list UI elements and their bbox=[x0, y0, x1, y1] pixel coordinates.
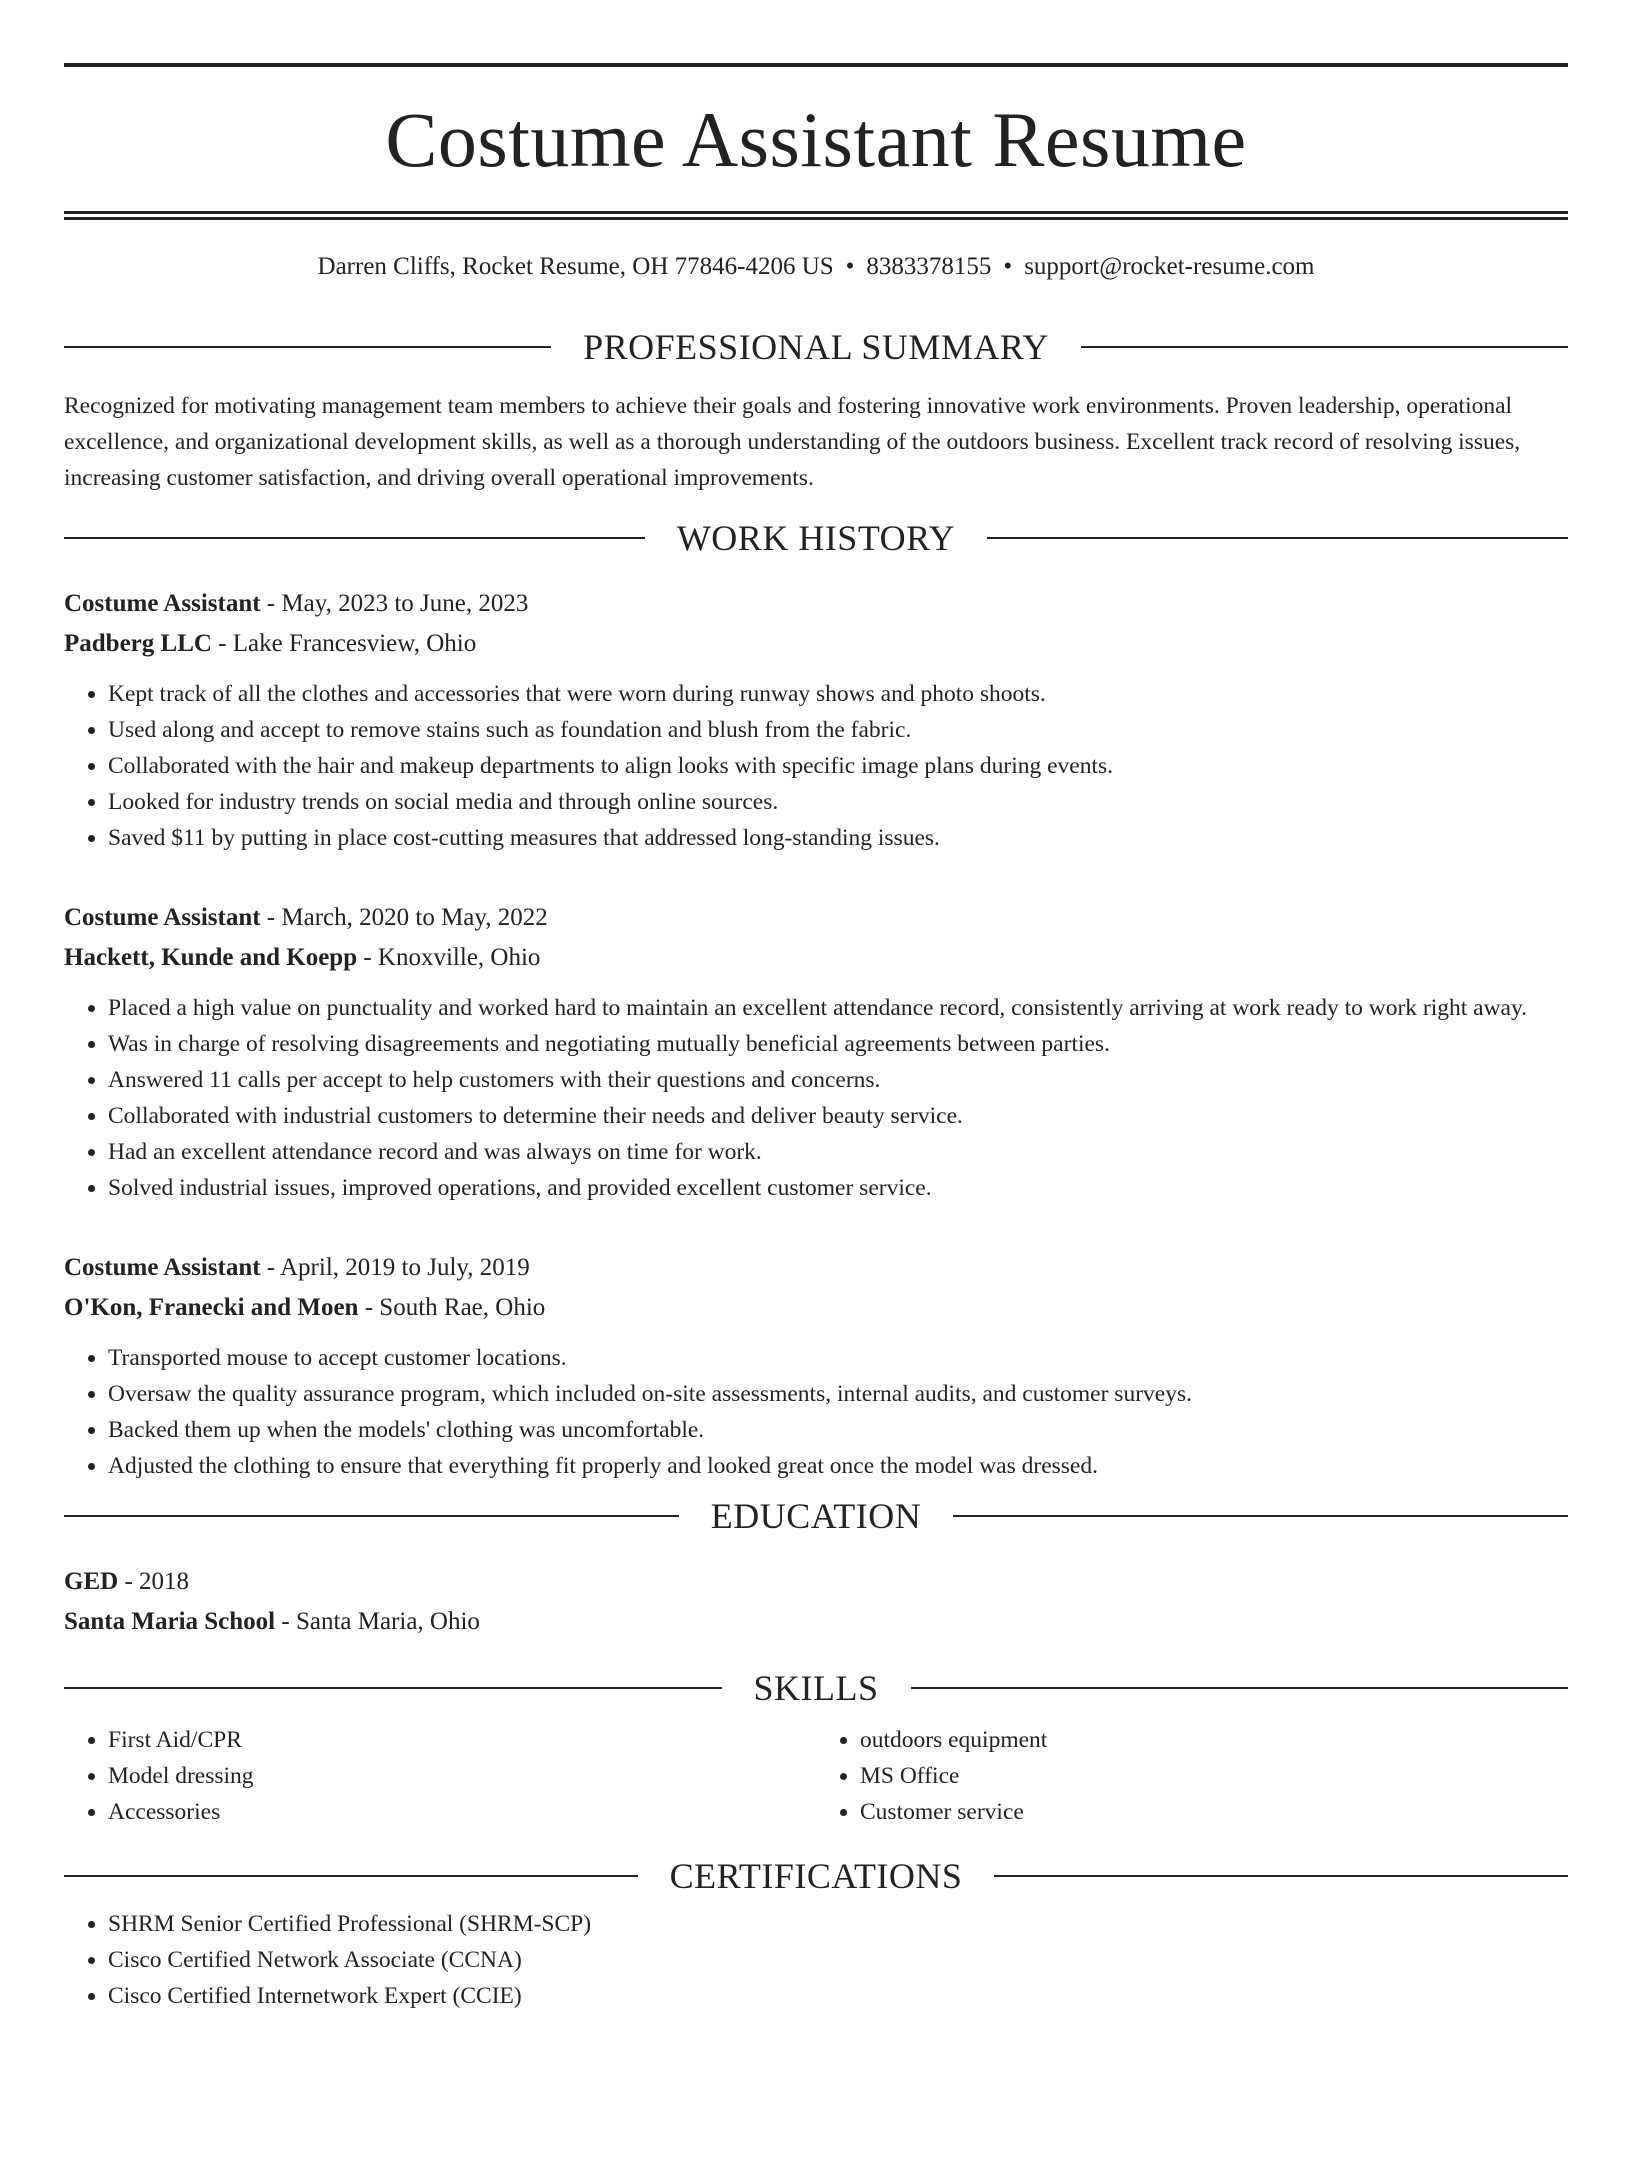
skills-list-right bbox=[816, 1722, 1568, 1830]
job-company: Padberg LLC bbox=[64, 629, 212, 657]
job-location: - Knoxville, Ohio bbox=[357, 943, 541, 971]
job-company: Hackett, Kunde and Koepp bbox=[64, 943, 358, 971]
resume-page bbox=[0, 63, 1632, 2175]
job-bullet-item: • Placed a high value on punctuality and worked hard to maintain an excellent attendance record, consistently arriving at work ready to work right away. bbox=[108, 990, 1568, 1026]
education-school: Santa Maria School bbox=[64, 1607, 276, 1635]
job-company: O'Kon, Franecki and Moen bbox=[64, 1293, 359, 1321]
job-location: - Lake Francesview, Ohio bbox=[211, 629, 477, 657]
skills-columns bbox=[64, 1722, 1568, 1830]
education-entry bbox=[64, 1562, 1568, 1642]
skill-item: • Customer service bbox=[860, 1794, 1568, 1830]
job-entry bbox=[64, 898, 1568, 1206]
job-location: - South Rae, Ohio bbox=[358, 1293, 546, 1321]
heading-rule-right bbox=[1081, 346, 1568, 348]
job-title: Costume Assistant bbox=[64, 589, 261, 617]
job-title: Costume Assistant bbox=[64, 1253, 261, 1281]
heading-rule-left bbox=[64, 346, 551, 348]
job-bullet-item: • Collaborated with industrial customers to determine their needs and deliver beauty service. bbox=[108, 1098, 1568, 1134]
job-company-line bbox=[64, 624, 1568, 664]
work-history-list bbox=[64, 584, 1568, 1484]
education-heading-label: EDUCATION bbox=[710, 1495, 922, 1536]
job-title-line bbox=[64, 1248, 1568, 1288]
job-title: Costume Assistant bbox=[64, 903, 261, 931]
job-bullet-item: • Transported mouse to accept customer locations. bbox=[108, 1340, 1568, 1376]
contact-line bbox=[64, 254, 1568, 279]
skill-item: • outdoors equipment bbox=[860, 1722, 1568, 1758]
job-bullet-item: • Kept track of all the clothes and accessories that were worn during runway shows and photo shoots. bbox=[108, 676, 1568, 712]
skill-item: • Model dressing bbox=[108, 1758, 816, 1794]
job-bullet-item: • Adjusted the clothing to ensure that everything fit properly and looked great once the model was dressed. bbox=[108, 1448, 1568, 1484]
resume-title: Costume Assistant Resume bbox=[385, 96, 1247, 183]
heading-rule-left bbox=[64, 1515, 679, 1517]
education-degree: GED bbox=[64, 1567, 119, 1595]
skill-item: • Accessories bbox=[108, 1794, 816, 1830]
summary-section-heading bbox=[64, 329, 1568, 365]
certifications-section-heading bbox=[64, 1855, 1568, 1896]
job-bullet-item: • Oversaw the quality assurance program, which included on-site assessments, internal audits, and customer surveys. bbox=[108, 1376, 1568, 1412]
job-bullet-item: • Backed them up when the models' clothing was uncomfortable. bbox=[108, 1412, 1568, 1448]
heading-rule-right bbox=[987, 537, 1568, 539]
job-entry bbox=[64, 584, 1568, 856]
job-title-line bbox=[64, 584, 1568, 624]
certifications-heading-label: CERTIFICATIONS bbox=[669, 1855, 963, 1896]
job-bullet-item: • Looked for industry trends on social media and through online sources. bbox=[108, 784, 1568, 820]
job-dates: - March, 2020 to May, 2022 bbox=[260, 903, 548, 931]
contact-separator: • bbox=[845, 253, 855, 280]
heading-rule-left bbox=[64, 1875, 638, 1877]
heading-rule-right bbox=[994, 1875, 1568, 1877]
work-history-section-heading bbox=[64, 517, 1568, 558]
job-company-line bbox=[64, 938, 1568, 978]
contact-phone: 8383378155 bbox=[866, 253, 992, 280]
job-bullets bbox=[64, 676, 1568, 856]
contact-separator: • bbox=[1003, 253, 1013, 280]
job-bullet-item: • Collaborated with the hair and makeup departments to align looks with specific image plans during events. bbox=[108, 748, 1568, 784]
summary-text: Recognized for motivating management team members to achieve their goals and fostering innovative work environments. Proven leadership, operational excellence, and organizational development skills, as well as a thorough understanding of the outdoors business. Excellent track record of resolving issues, increasing customer satisfaction, and driving overall operational improvements. bbox=[64, 393, 1521, 491]
skills-list-left bbox=[64, 1722, 816, 1830]
job-entry bbox=[64, 1248, 1568, 1484]
job-bullets bbox=[64, 990, 1568, 1206]
education-degree-line bbox=[64, 1562, 1568, 1602]
skill-item: • First Aid/CPR bbox=[108, 1722, 816, 1758]
contact-email: support@rocket-resume.com bbox=[1024, 253, 1315, 280]
certification-item: • Cisco Certified Network Associate (CCNA) bbox=[108, 1942, 1568, 1978]
heading-rule-right bbox=[953, 1515, 1568, 1517]
job-company-line bbox=[64, 1288, 1568, 1328]
job-bullet-item: • Solved industrial issues, improved operations, and provided excellent customer service. bbox=[108, 1170, 1568, 1206]
job-dates: - May, 2023 to June, 2023 bbox=[260, 589, 529, 617]
job-dates: - April, 2019 to July, 2019 bbox=[260, 1253, 530, 1281]
certification-item: • SHRM Senior Certified Professional (SHRM-SCP) bbox=[108, 1906, 1568, 1942]
job-bullets bbox=[64, 1340, 1568, 1484]
skill-item: • MS Office bbox=[860, 1758, 1568, 1794]
job-title-line bbox=[64, 898, 1568, 938]
skills-section-heading bbox=[64, 1667, 1568, 1708]
skills-heading-label: SKILLS bbox=[753, 1667, 879, 1708]
job-bullet-item: • Had an excellent attendance record and was always on time for work. bbox=[108, 1134, 1568, 1170]
work-history-heading-label: WORK HISTORY bbox=[676, 517, 956, 558]
heading-rule-right bbox=[911, 1687, 1569, 1689]
heading-rule-left bbox=[64, 537, 645, 539]
certification-item: • Cisco Certified Internetwork Expert (CCIE) bbox=[108, 1978, 1568, 2014]
summary-heading-label: PROFESSIONAL SUMMARY bbox=[583, 327, 1049, 367]
certifications-list bbox=[64, 1906, 1568, 2014]
heading-rule-left bbox=[64, 1687, 722, 1689]
contact-address: Darren Cliffs, Rocket Resume, OH 77846-4206 US bbox=[317, 253, 834, 280]
top-rule bbox=[64, 63, 1568, 67]
job-bullet-item: • Used along and accept to remove stains such as foundation and blush from the fabric. bbox=[108, 712, 1568, 748]
education-year: - 2018 bbox=[118, 1567, 190, 1595]
education-school-line bbox=[64, 1602, 1568, 1642]
title-double-rule bbox=[64, 211, 1568, 220]
job-bullet-item: • Answered 11 calls per accept to help customers with their questions and concerns. bbox=[108, 1062, 1568, 1098]
job-bullet-item: • Saved $11 by putting in place cost-cutting measures that addressed long-standing issues. bbox=[108, 820, 1568, 856]
job-bullet-item: • Was in charge of resolving disagreements and negotiating mutually beneficial agreements between parties. bbox=[108, 1026, 1568, 1062]
education-location: - Santa Maria, Ohio bbox=[275, 1607, 480, 1635]
education-section-heading bbox=[64, 1495, 1568, 1536]
